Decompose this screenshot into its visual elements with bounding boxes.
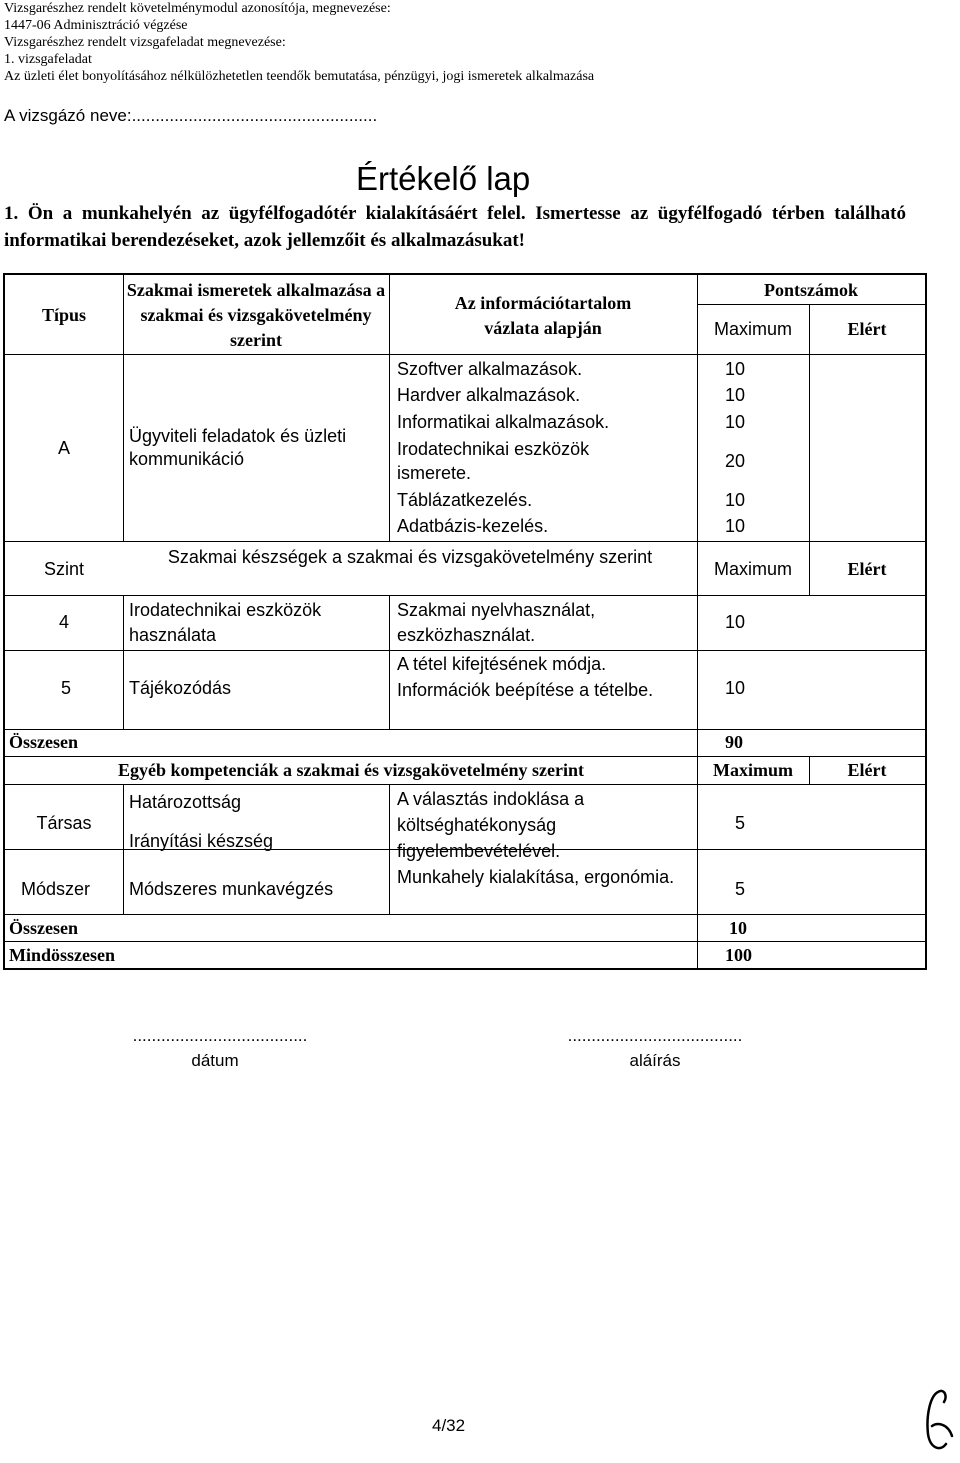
competency-method-description: Munkahely kialakítása, ergonómia. <box>397 867 675 887</box>
subtotal-label: Összesen <box>9 918 78 938</box>
competency-methodical-work: Módszeres munkavégzés <box>129 879 334 899</box>
grand-total-label: Mindösszesen <box>9 945 116 965</box>
header-task-number: 1. vizsgafeladat <box>4 52 92 67</box>
skill-name: Tájékozódás <box>129 678 232 698</box>
item-it-apps-max: 10 <box>725 412 746 432</box>
competency-social-description: A választás indoklása a költséghatékonyság figyelembevételével. <box>397 789 585 861</box>
date-field[interactable]: ..................................... <box>132 1026 308 1045</box>
header-task-label: Vizsgarészhez rendelt vizsgafeladat megnevezése: <box>4 35 286 50</box>
subtotal-value: 10 <box>729 918 747 938</box>
header-module-label: Vizsgarészhez rendelt követelménymodul azonosítója, megnevezése: <box>4 1 391 16</box>
skill-max: 10 <box>725 678 746 698</box>
competency-determination: Határozottság <box>129 792 242 812</box>
col-header-professional-knowledge: Szakmai ismeretek alkalmazása a szakmai és vizsgakövetelmény szerint <box>126 280 386 350</box>
header-module-name: 1447-06 Adminisztráció végzése <box>4 18 188 33</box>
col-header-maximum: Maximum <box>713 319 792 339</box>
date-label: dátum <box>191 1051 239 1070</box>
skill-level: 4 <box>58 612 69 632</box>
subtotal-label: Összesen <box>9 732 78 752</box>
col-header-points: Pontszámok <box>764 280 858 300</box>
item-software: Szoftver alkalmazások. <box>397 359 583 379</box>
skill-description: A tétel kifejtésének módja. Információk beépítése a tételbe. <box>397 654 654 700</box>
col-header-achieved-competencies: Elért <box>847 760 887 780</box>
col-header-skills: Szakmai készségek a szakmai és vizsgakövetelmény szerint <box>167 547 653 567</box>
competency-type-method: Módszer <box>21 879 91 899</box>
item-database: Adatbázis-kezelés. <box>397 516 549 536</box>
item-hardware: Hardver alkalmazások. <box>397 385 581 405</box>
competency-method-max: 5 <box>735 879 746 899</box>
grand-total-value: 100 <box>725 945 752 965</box>
item-it-apps: Informatikai alkalmazások. <box>397 412 610 432</box>
signature-label: aláírás <box>629 1051 681 1070</box>
competency-social-max: 5 <box>735 813 746 833</box>
skill-level: 5 <box>61 678 72 698</box>
competency-leadership: Irányítási készség <box>129 831 274 851</box>
competency-type-social: Társas <box>36 813 92 833</box>
skill-description: Szakmai nyelvhasználat, eszközhasználat. <box>397 600 596 645</box>
skill-max: 10 <box>725 612 746 632</box>
col-header-maximum-competencies: Maximum <box>713 760 793 780</box>
item-office-tools-max: 20 <box>725 451 746 471</box>
signature-field[interactable]: ..................................... <box>567 1026 743 1045</box>
col-header-level: Szint <box>43 559 85 579</box>
skill-name: Irodatechnikai eszközök használata <box>129 600 322 645</box>
item-software-max: 10 <box>725 359 746 379</box>
col-header-type: Típus <box>41 305 87 325</box>
subtotal-value: 90 <box>725 732 743 752</box>
type-a-label: A <box>57 438 70 458</box>
col-header-content-outline: Az információtartalom vázlata alapján <box>454 293 632 338</box>
item-spreadsheet: Táblázatkezelés. <box>397 490 533 510</box>
item-hardware-max: 10 <box>725 385 746 405</box>
task-description: 1. Ön a munkahelyén az ügyfélfogadótér kialakításáért felel. Ismertesse az ügyfélfogadó térben található informatikai berendezéseket, azok jellemzőit és alkalmazásukat! <box>4 203 906 251</box>
page-title: Értékelő lap <box>356 160 531 197</box>
item-office-tools: Irodatechnikai eszközök ismerete. <box>397 439 590 483</box>
col-header-achieved: Elért <box>847 319 887 339</box>
handwritten-initial <box>918 1386 958 1456</box>
type-a-description: Ügyviteli feladatok és üzleti kommunikáció <box>129 426 347 469</box>
col-header-maximum-skills: Maximum <box>713 559 792 579</box>
item-database-max: 10 <box>725 516 746 536</box>
col-header-achieved-skills: Elért <box>847 559 887 579</box>
candidate-name-field[interactable]: A vizsgázó neve:.................................................... <box>4 106 378 125</box>
header-task-name: Az üzleti élet bonyolításához nélkülözhetetlen teendők bemutatása, pénzügyi, jogi ismeretek alkalmazása <box>4 69 595 84</box>
evaluation-table <box>3 273 927 970</box>
col-header-other-competencies: Egyéb kompetenciák a szakmai és vizsgakövetelmény szerint <box>118 760 584 780</box>
page-number: 4/32 <box>432 1416 466 1435</box>
item-spreadsheet-max: 10 <box>725 490 746 510</box>
